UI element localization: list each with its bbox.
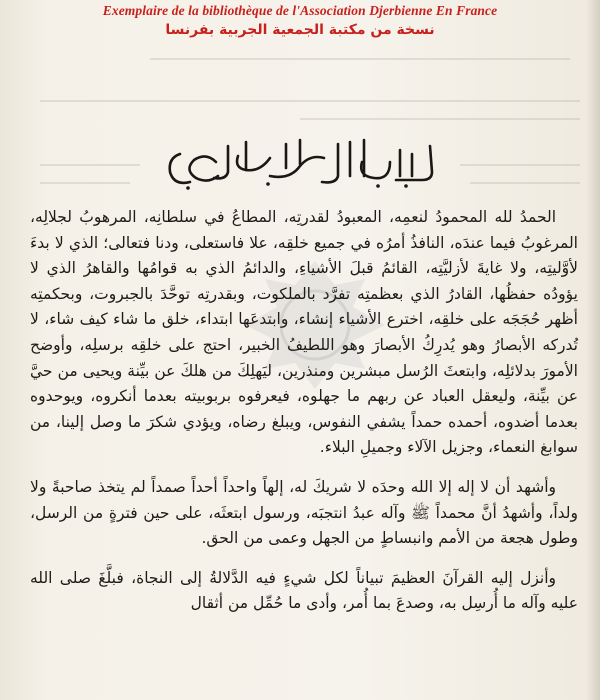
document-body xyxy=(30,205,578,617)
paragraph-revelation: وأنزل إليه القرآنَ العظيمَ تبياناً لكل شيءٍ فيه الدَّلالةُ إلى النجاة، فبلَّغَ صلى الله عليه وآله ما أُرسِل به، وصدعَ بما أُمر، وأدى ما حُمِّل من أثقال xyxy=(30,568,578,613)
show-through-line xyxy=(150,58,570,60)
basmala-calligraphy xyxy=(150,132,450,192)
library-watermark xyxy=(0,2,600,40)
paragraph-praise: الحمدُ لله المحمودُ لنعمِه، المعبودُ لقدرتِه، المطاعُ في سلطانِه، المرهوبُ لجلالِه، المرغوبُ فيما عندَه، النافذُ أمرُه في جميع خلقِه، علا فاستعلى، ودنا فتعالى؛ الذي لا بدءَ لأوَّليتِه، ولا غايةَ لأزليَّتِه، القائمُ قبلَ الأشياءِ، والدائمُ الذي به قوامُها والقاهرُ الذي لا يؤودُه حفظُها، القادرُ الذي بعظمتِه تفرَّد بالملكوت، وبقدرتِه توحَّدَ بالجبروت، وبحكمتِه أظهر حُجَجَه على خلقِه، اخترع الأشياء إنشاء، وابتدعَها ابتداء، خلق ما شاء كيف شاء، لا تُدركه الأبصارُ وهو يُدرِكُ الأبصارَ وهو اللطيفُ الخبير، احتج على خلقِه برسلِه، وأوضح الأمورَ بدلائلِه، وابتعثَ الرُسل مبشرين ومنذرين، ليَهلِكَ من هلكَ عن بيِّنة ويحيى من حيَّ عن بيِّنة، وليعقل العباد عن ربهم ما جهلوه، فيعرفوه بربوبيته بعدما أنكروه، ويوحدوه بعدما أضدوه، أحمده حمداً يشفي النفوس، ويبلغ رضاه، ويؤدي شكرَ ما وصل إلينا، من سوابغ النعماء، وجزيل الآلاء وجميلِ البلاء. xyxy=(30,208,578,457)
page-edge-shadow xyxy=(586,0,600,700)
show-through-line xyxy=(40,100,580,102)
show-through-line xyxy=(300,118,580,120)
show-through-line xyxy=(460,164,580,166)
show-through-line xyxy=(470,182,580,184)
show-through-line xyxy=(40,182,130,184)
watermark-arabic-text: نسخة من مكتبة الجمعية الجربية بفرنسا xyxy=(165,22,435,38)
show-through-line xyxy=(40,164,140,166)
watermark-latin-text: Exemplaire de la bibliothèque de l'Association Djerbienne En France xyxy=(102,3,498,18)
paragraph-testimony: وأشهد أن لا إله إلا الله وحدَه لا شريكَ له، إلهاً واحداً أحداً صمداً لم يتخذ صاحبةً ولا ولداً، وأشهدُ أنَّ محمداً ﷺ وآله عبدُ انتجبَه، ورسول ابتعثَه، على حين فترةٍ من الرسل، وطول هجعة من الأمم وانبساطٍ من الجهل وعمى من الحق. xyxy=(30,477,578,548)
